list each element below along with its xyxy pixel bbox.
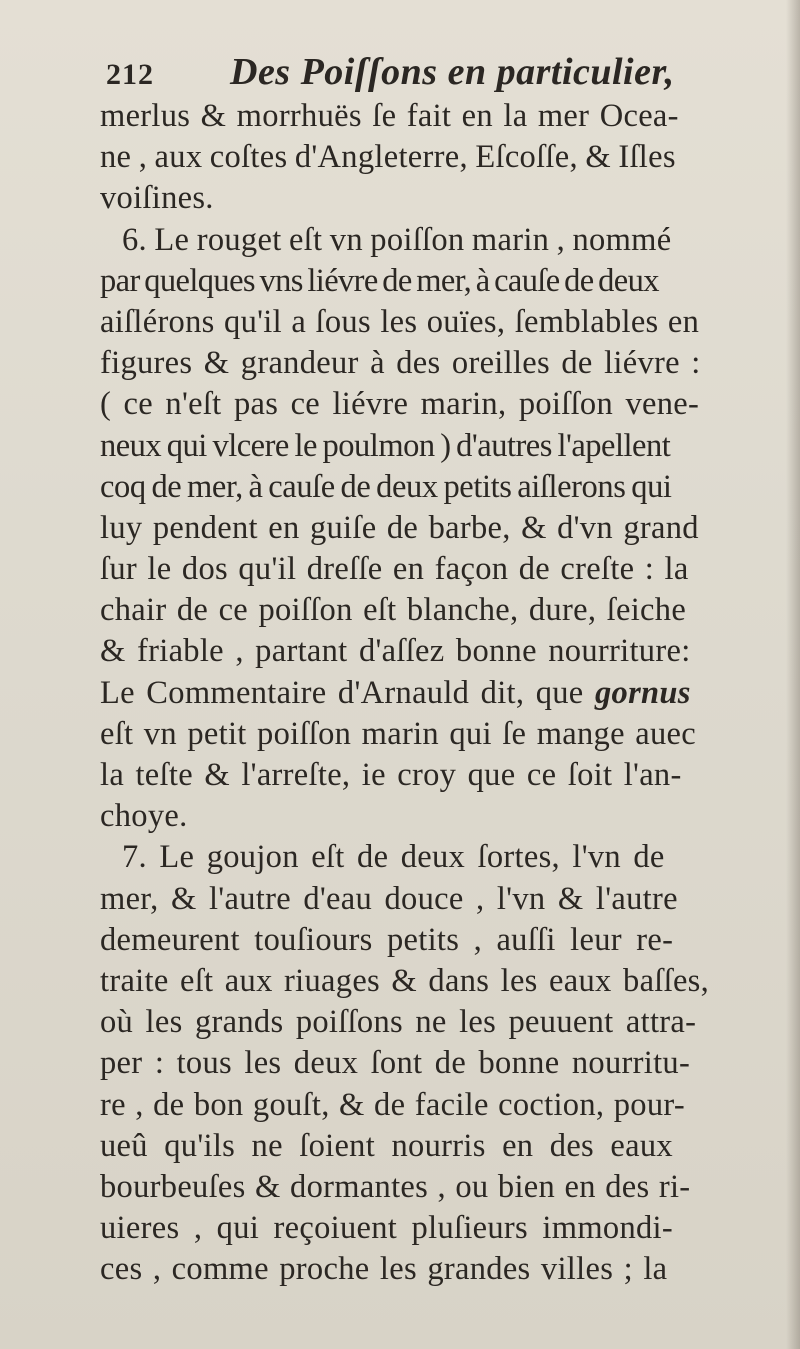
text-line: coq de mer, à cauſe de deux petits aiſlerons qui (100, 468, 672, 505)
text-line: per : tous les deux ſont de bonne nourritu- (100, 1045, 691, 1082)
blank-lower-margin (0, 940, 800, 1349)
text-line: où les grands poiſſons ne les peuuent attra- (100, 1004, 697, 1041)
text-line: eſt vn petit poiſſon marin qui ſe mange auec (100, 715, 696, 752)
text-line: demeurent touſiours petits , auſſi leur re- (100, 921, 674, 958)
text-line: figures & grandeur à des oreilles de liévre : (100, 345, 701, 382)
page-number: 212 (106, 58, 154, 91)
text-line: chair de ce poiſſon eſt blanche, dure, ſeiche (100, 592, 687, 629)
text-line: la teſte & l'arreſte, ie croy que ce ſoit l'an- (100, 757, 682, 793)
text-line: neux qui vlcere le poulmon ) d'autres l'apellent (100, 427, 671, 464)
text-line: ſur le dos qu'il dreſſe en façon de creſte : la (100, 551, 689, 588)
text-line: ( ce n'eſt pas ce liévre marin, poiſſon vene- (100, 386, 700, 423)
text-line: uieres , qui reçoiuent pluſieurs immondi- (100, 1210, 674, 1247)
text-line (100, 673, 790, 714)
italic-term: gornus (594, 674, 691, 711)
text-line: luy pendent en guiſe de barbe, & d'vn grand (100, 509, 699, 546)
running-title: Des Poiſſons en particulier, (230, 51, 675, 93)
text-line: bourbeuſes & dormantes , ou bien en des ri- (100, 1168, 691, 1205)
text-line: ueû qu'ils ne ſoient nourris en des eaux (100, 1127, 673, 1164)
page-edge-shadow (786, 0, 800, 1349)
text-segment: Le Commentaire d'Arnauld dit, que (100, 674, 584, 711)
text-line: mer, & l'autre d'eau douce , l'vn & l'autre (100, 880, 678, 917)
text-line: choye. (100, 798, 188, 835)
text-line: re , de bon gouſt, & de facile coction, pour- (100, 1086, 685, 1123)
text-line: merlus & morrhuës ſe fait en la mer Ocea- (100, 98, 679, 134)
text-line: traite eſt aux riuages & dans les eaux baſſes, (100, 962, 710, 999)
text-line: 7. Le goujon eſt de deux ſortes, l'vn de (122, 839, 665, 876)
text-line: ne , aux coſtes d'Angleterre, Eſcoſſe, & Iſles (100, 139, 676, 176)
text-line: ces , comme proche les grandes villes ; la (100, 1251, 668, 1288)
text-line: voiſines. (100, 180, 214, 217)
text-line: par quelques vns liévre de mer, à cauſe de deux (100, 262, 659, 299)
text-line: aiſlérons qu'il a ſous les ouïes, ſemblables en (100, 303, 700, 340)
text-line: 6. Le rouget eſt vn poiſſon marin , nommé (122, 221, 672, 258)
text-line: & friable , partant d'aſſez bonne nourriture: (100, 633, 691, 670)
page-header (98, 48, 718, 96)
